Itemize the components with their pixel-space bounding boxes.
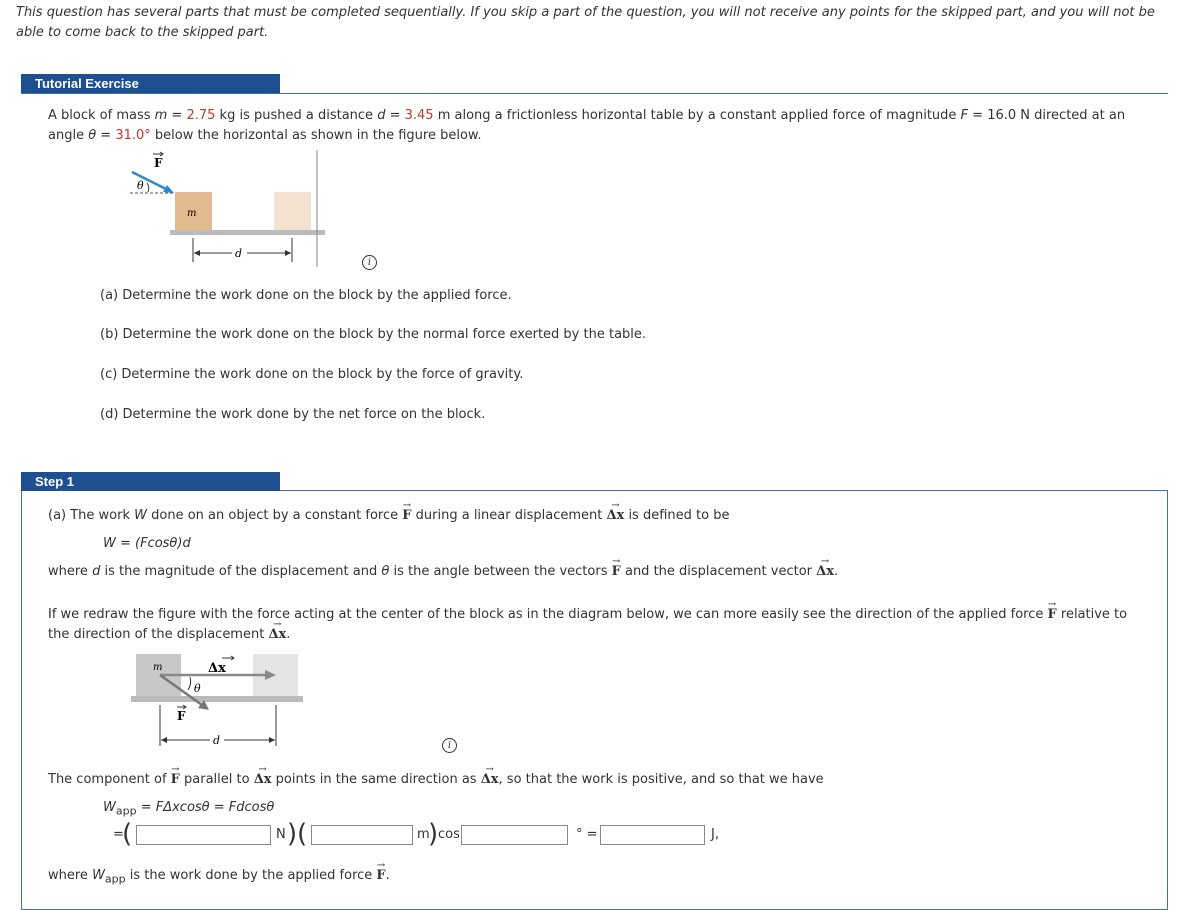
- cos-label: cos: [438, 827, 460, 842]
- angle-input[interactable]: [461, 825, 568, 845]
- fig1-F-label: F: [154, 156, 163, 170]
- fig2-theta-label: θ: [194, 682, 201, 695]
- part-d-text: (d) Determine the work done by the net force on the block.: [100, 407, 486, 422]
- degree-equals: ° =: [576, 827, 598, 842]
- final-where-text: where $W_{app}$ is the work done by the applied force → F.: [48, 866, 390, 890]
- part-a-text: (a) Determine the work done on the block by the applied force.: [100, 288, 512, 303]
- part-c-text: (c) Determine the work done on the block by the force of gravity.: [100, 367, 524, 382]
- where-text: where d is the magnitude of the displacement and θ is the angle between the vectors → F and the displacement vector → Δx.: [48, 562, 838, 582]
- distance-value: 3.45: [404, 108, 434, 123]
- fig1-theta-label: θ: [137, 179, 144, 192]
- problem-line-2: angle θ = 31.0° below the horizontal as shown in the figure below.: [48, 128, 482, 143]
- fig1-d-label: d: [235, 247, 243, 260]
- paren-open-1: (: [122, 819, 133, 849]
- tutorial-divider: [21, 93, 1168, 94]
- paren-close-1: ): [287, 819, 298, 849]
- mass-value: 2.75: [186, 108, 216, 123]
- paren-close-2: ): [428, 819, 439, 849]
- redraw-line-1: If we redraw the figure with the force acting at the center of the block as in the diagram below, we can more easily see the direction of the applied force → F relative to: [48, 605, 1127, 625]
- tutorial-exercise-tab: Tutorial Exercise: [21, 74, 280, 93]
- fig2-dx-label: Δx: [208, 661, 226, 676]
- fig2-d-label: d: [213, 734, 221, 747]
- fig1-info-icon[interactable]: i: [362, 255, 377, 270]
- block-force-figure: [120, 150, 330, 270]
- unit-n-label: N: [276, 827, 286, 842]
- fig1-table: [170, 230, 325, 235]
- part-b-text: (b) Determine the work done on the block by the normal force exerted by the table.: [100, 327, 647, 342]
- angle-value: 31.0°: [115, 128, 151, 143]
- intro-text: This question has several parts that must be completed sequentially. If you skip a part of the question, you will not receive any points for the skipped part, and you will not be able to come back to the skipped part.: [16, 5, 1155, 40]
- force-displacement-figure: [128, 650, 308, 748]
- fig2-info-icon[interactable]: i: [442, 738, 457, 753]
- work-input[interactable]: [600, 825, 705, 845]
- fig1-block-end: [274, 192, 311, 230]
- fig2-F-label: F: [177, 709, 186, 723]
- work-formula: W = (Fcosθ)d: [103, 536, 191, 551]
- step1-tab: Step 1: [21, 472, 280, 491]
- answer-equals: =: [113, 827, 124, 842]
- paren-open-2: (: [297, 819, 308, 849]
- fig2-table: [131, 696, 303, 702]
- unit-m-label: m: [417, 827, 430, 842]
- force-input[interactable]: [136, 825, 271, 845]
- redraw-line-2: the direction of the displacement → Δx.: [48, 625, 290, 645]
- component-text: The component of → F parallel to → Δx points in the same direction as → Δx, so that the work is positive, and so that we have: [48, 770, 824, 790]
- unit-j-label: J,: [711, 827, 719, 842]
- work-definition: (a) The work W done on an object by a constant force → F during a linear displacement → Δx is defined to be: [48, 506, 729, 526]
- fig2-m-label: m: [153, 662, 163, 673]
- distance-input[interactable]: [311, 825, 413, 845]
- fig1-m-label: m: [187, 208, 197, 219]
- problem-line-1: A block of mass m = 2.75 kg is pushed a distance d = 3.45 m along a frictionless horizontal table by a constant applied force of magnitude F = 16.0 N directed at an: [48, 108, 1126, 123]
- wapp-formula: $W_{app} = F\Delta xcos\theta = Fdcos\theta$: [103, 800, 275, 818]
